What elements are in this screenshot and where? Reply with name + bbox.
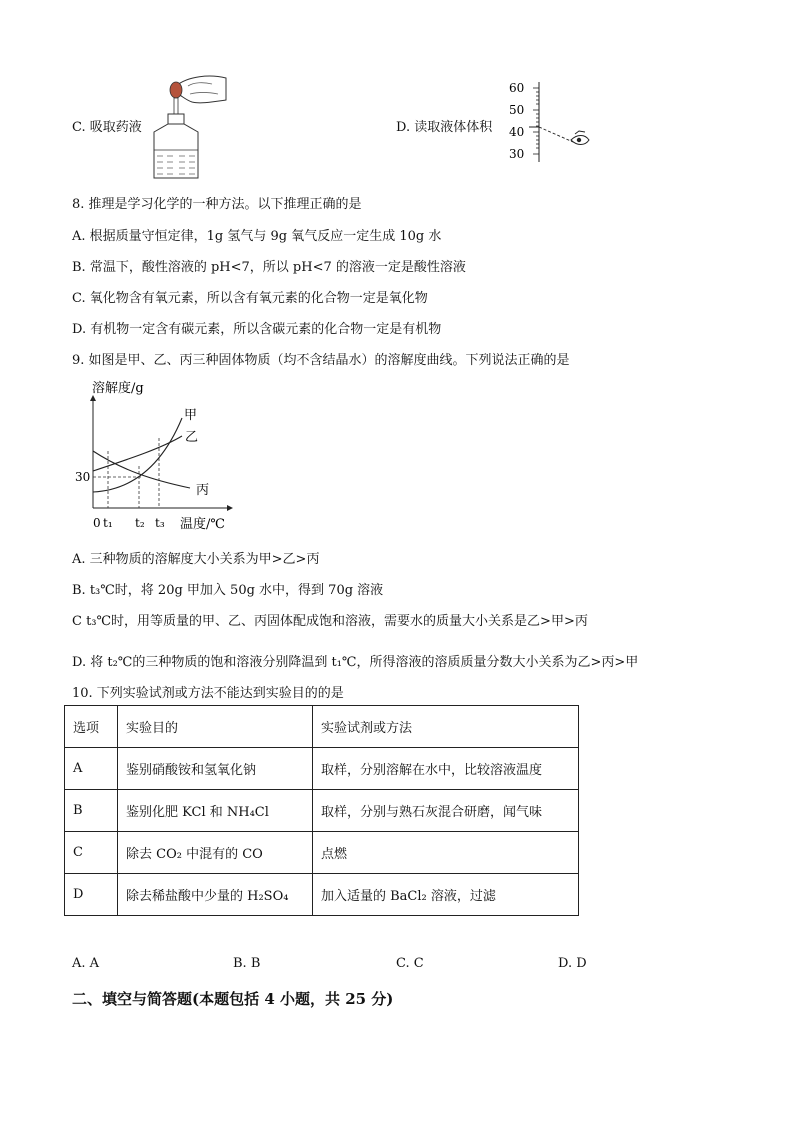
curve-yi [93, 436, 182, 471]
table-cell: 鉴别硝酸铵和氢氧化钠 [118, 748, 313, 790]
q10-stem: 10. 下列实验试剂或方法不能达到实验目的的是 [72, 686, 344, 701]
cylinder-tick-60: 60 [509, 81, 525, 95]
q8-stem: 8. 推理是学习化学的一种方法。以下推理正确的是 [72, 197, 362, 212]
q8-option-a: A. 根据质量守恒定律，1g 氢气与 9g 氧气反应一定生成 10g 水 [72, 229, 442, 244]
x-tick-t2: t₂ [135, 516, 145, 530]
q10-answer-c: C. C [396, 956, 424, 971]
table-cell: 加入适量的 BaCl₂ 溶液，过滤 [313, 874, 579, 916]
section-title: 二、填空与简答题(本题包括 4 小题，共 25 分) [72, 990, 394, 1008]
q10-answer-d: D. D [558, 956, 587, 971]
table-cell: 取样，分别溶解在水中，比较溶液温度 [313, 748, 579, 790]
table-header-row [65, 706, 579, 748]
table-cell: C [65, 832, 118, 874]
table-cell: 除去稀盐酸中少量的 H₂SO₄ [118, 874, 313, 916]
table-cell: 点燃 [313, 832, 579, 874]
header-option: 选项 [65, 706, 118, 748]
header-method: 实验试剂或方法 [313, 706, 579, 748]
header-purpose: 实验目的 [118, 706, 313, 748]
cylinder-tick-40: 40 [509, 125, 525, 139]
q9-stem: 9. 如图是甲、乙、丙三种固体物质（均不含结晶水）的溶解度曲线。下列说法正确的是 [72, 353, 570, 368]
series-label-jia: 甲 [184, 408, 198, 423]
q9-option-a: A. 三种物质的溶解度大小关系为甲>乙>丙 [72, 552, 320, 567]
experiment-table [64, 705, 579, 916]
cylinder-tick-30: 30 [509, 147, 525, 161]
q10-answer-a: A. A [72, 956, 100, 971]
q9-option-d: D. 将 t₂℃的三种物质的饱和溶液分别降温到 t₁℃，所得溶液的溶质质量分数大小关系为乙>丙>甲 [72, 655, 639, 670]
cylinder-tick-50: 50 [509, 103, 525, 117]
y-axis-label: 溶解度/g [92, 381, 144, 396]
q8-option-d: D. 有机物一定含有碳元素，所以含碳元素的化合物一定是有机物 [72, 322, 442, 337]
q10-answer-b: B. B [233, 956, 261, 971]
x-axis-label: 温度/℃ [180, 517, 225, 532]
table-row [65, 790, 579, 832]
solubility-curve-chart [72, 376, 242, 536]
table-cell: A [65, 748, 118, 790]
table-cell: D [65, 874, 118, 916]
dropper-bottle-illustration [148, 72, 228, 182]
table-row [65, 748, 579, 790]
curve-bing [93, 451, 190, 488]
x-tick-t1: t₁ [103, 516, 113, 530]
table-cell: 取样，分别与熟石灰混合研磨，闻气味 [313, 790, 579, 832]
table-row [65, 832, 579, 874]
q8-option-c: C. 氧化物含有氧元素，所以含有氧元素的化合物一定是氧化物 [72, 291, 428, 306]
series-label-bing: 丙 [196, 483, 210, 498]
x-tick-t3: t₃ [155, 516, 165, 530]
table-cell: 鉴别化肥 KCl 和 NH₄Cl [118, 790, 313, 832]
q8-option-b: B. 常温下，酸性溶液的 pH<7，所以 pH<7 的溶液一定是酸性溶液 [72, 260, 466, 275]
q9-option-c: C t₃℃时，用等质量的甲、乙、丙固体配成饱和溶液，需要水的质量大小关系是乙>甲>丙 [72, 614, 588, 629]
q7-option-d: D. 读取液体体积 [396, 120, 493, 135]
table-cell: B [65, 790, 118, 832]
curve-jia [93, 418, 182, 492]
q7-option-c: C. 吸取药液 [72, 120, 142, 135]
series-label-yi: 乙 [185, 430, 199, 445]
q9-option-b: B. t₃℃时，将 20g 甲加入 50g 水中，得到 70g 溶液 [72, 583, 384, 598]
table-row [65, 874, 579, 916]
origin-label: 0 [93, 516, 101, 530]
table-cell: 除去 CO₂ 中混有的 CO [118, 832, 313, 874]
graduated-cylinder-illustration [505, 80, 597, 165]
y-tick-30: 30 [75, 470, 91, 484]
